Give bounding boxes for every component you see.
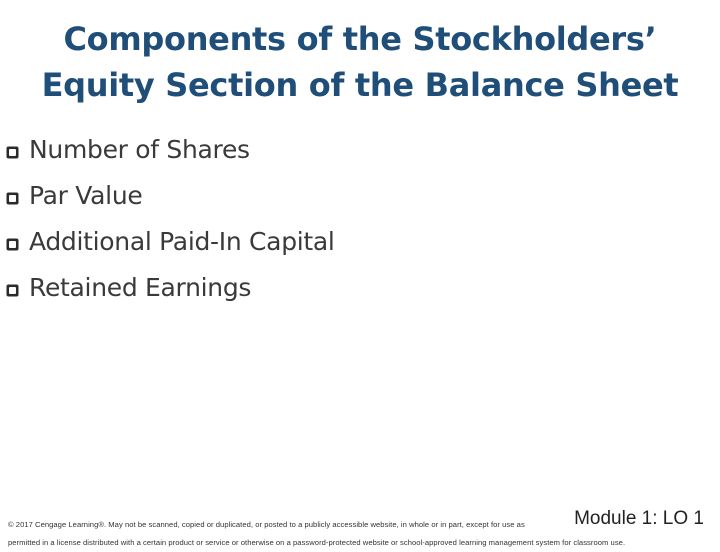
checkbox-bullet-icon [6,236,19,249]
bullet-item-retained-earnings [6,264,335,310]
title-line-1: Components of the Stockholders’ [63,20,657,58]
module-label: Module 1: LO 1 [570,508,704,530]
checkbox-bullet-icon [6,190,19,203]
bullet-label: Number of Shares [29,134,250,164]
checkbox-bullet-icon [6,144,19,157]
checkbox-bullet-icon [6,282,19,295]
bullet-item-additional-paid-in-capital [6,218,335,264]
bullet-item-par-value [6,172,335,218]
bullet-list [6,126,335,310]
title-line-2: Equity Section of the Balance Sheet [41,66,679,104]
bullet-item-number-of-shares [6,126,335,172]
copyright-line-2: permitted in a license distributed with a certain product or service or otherwise on a password-protected website or school-approved learning management system for classroom use. [8,538,626,547]
slide-title [0,16,720,108]
bullet-label: Retained Earnings [29,272,252,302]
bullet-label: Par Value [29,180,143,210]
bullet-label: Additional Paid-In Capital [29,226,335,256]
copyright-line-1: © 2017 Cengage Learning®. May not be scanned, copied or duplicated, or posted to a publicly accessible website, in whole or in part, except for use as [8,520,525,529]
